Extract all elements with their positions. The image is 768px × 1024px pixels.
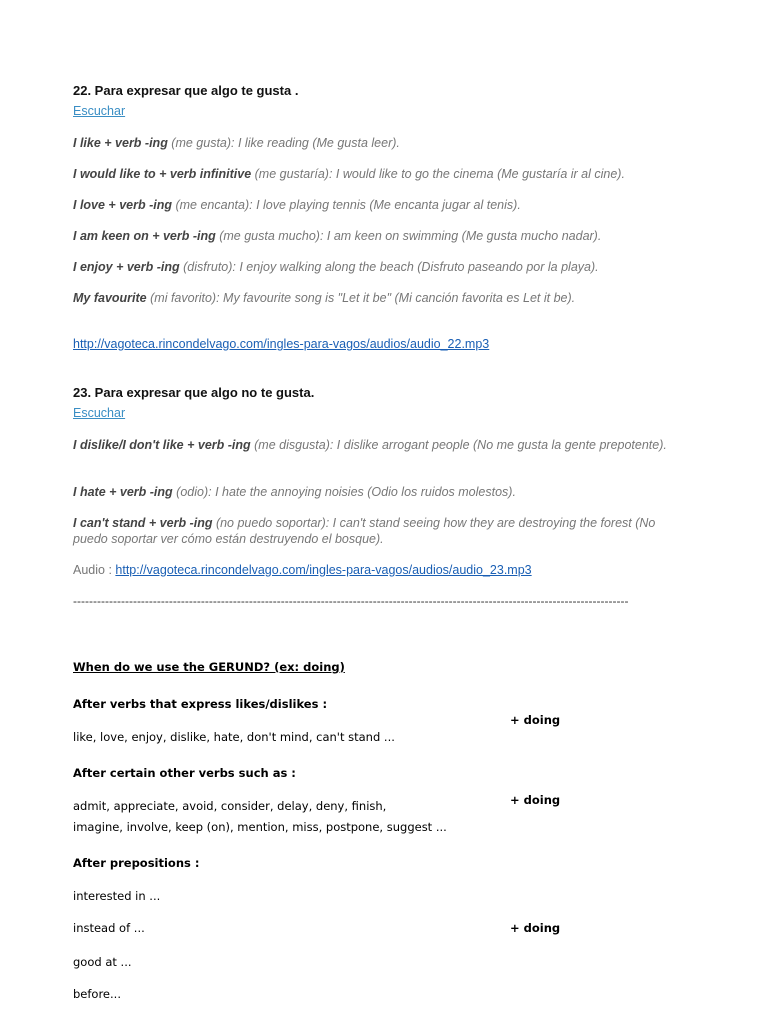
preposition-item: instead of ...: [73, 921, 145, 935]
listen-link-22[interactable]: Escuchar: [73, 104, 126, 118]
like-line-3: I am keen on + verb -ing (me gusta mucho): I am keen on swimming (Me gusta mucho nadar).: [73, 229, 602, 243]
like-line-2: I love + verb -ing (me encanta): I love playing tennis (Me encanta jugar al tenis).: [73, 198, 521, 212]
listen-link-23[interactable]: Escuchar: [73, 406, 126, 420]
divider: -------------------------------------------------------------------------------------------------------------------------------------------: [73, 594, 629, 608]
audio-23-row: [73, 561, 532, 579]
audio-22-link[interactable]: http://vagoteca.rincondelvago.com/ingles-para-vagos/audios/audio_22.mp3: [73, 337, 490, 351]
audio-23-link[interactable]: http://vagoteca.rincondelvago.com/ingles-para-vagos/audios/audio_23.mp3: [115, 563, 532, 577]
like-line-4: I enjoy + verb -ing (disfruto): I enjoy walking along the beach (Disfruto paseando por la playa).: [73, 260, 599, 274]
preposition-item: good at ...: [73, 955, 132, 969]
audio-label: Audio :: [73, 563, 116, 577]
likes-verbs: like, love, enjoy, dislike, hate, don't mind, can't stand ...: [73, 730, 395, 744]
dislike-line-1: I hate + verb -ing (odio): I hate the annoying noisies (Odio los ruidos molestos).: [73, 485, 516, 499]
doing-label-3: + doing: [510, 921, 561, 935]
dislike-line-0: I dislike/I don't like + verb -ing (me disgusta): I dislike arrogant people (No me gusta la gente prepotente).: [73, 438, 667, 452]
preposition-item: before...: [73, 987, 121, 1001]
likes-heading: After verbs that express likes/dislikes :: [73, 697, 328, 711]
other-verbs-heading: After certain other verbs such as :: [73, 766, 296, 780]
section-22-title: 22. Para expresar que algo te gusta .: [73, 83, 299, 98]
section-23-title: 23. Para expresar que algo no te gusta.: [73, 385, 315, 400]
doing-label-1: + doing: [510, 713, 561, 727]
like-line-1: I would like to + verb infinitive (me gustaría): I would like to go the cinema (Me gustaría ir al cine).: [73, 167, 625, 181]
like-line-0: I like + verb -ing (me gusta): I like reading (Me gusta leer).: [73, 136, 400, 150]
preposition-item: interested in ...: [73, 889, 161, 903]
other-verbs-line-2: imagine, involve, keep (on), mention, miss, postpone, suggest ...: [73, 820, 447, 834]
dislike-line-2: I can't stand + verb -ing (no puedo soportar): I can't stand seeing how they are destroying the forest (No puedo soportar ver cómo están destruyendo el bosque).: [73, 516, 656, 546]
like-line-5: My favourite (mi favorito): My favourite song is "Let it be" (Mi canción favorita es Let it be).: [73, 291, 576, 305]
gerund-title: When do we use the GERUND? (ex: doing): [73, 660, 345, 674]
doing-label-2: + doing: [510, 793, 561, 807]
other-verbs-line-1: admit, appreciate, avoid, consider, delay, deny, finish,: [73, 799, 387, 813]
prepositions-heading: After prepositions :: [73, 856, 200, 870]
